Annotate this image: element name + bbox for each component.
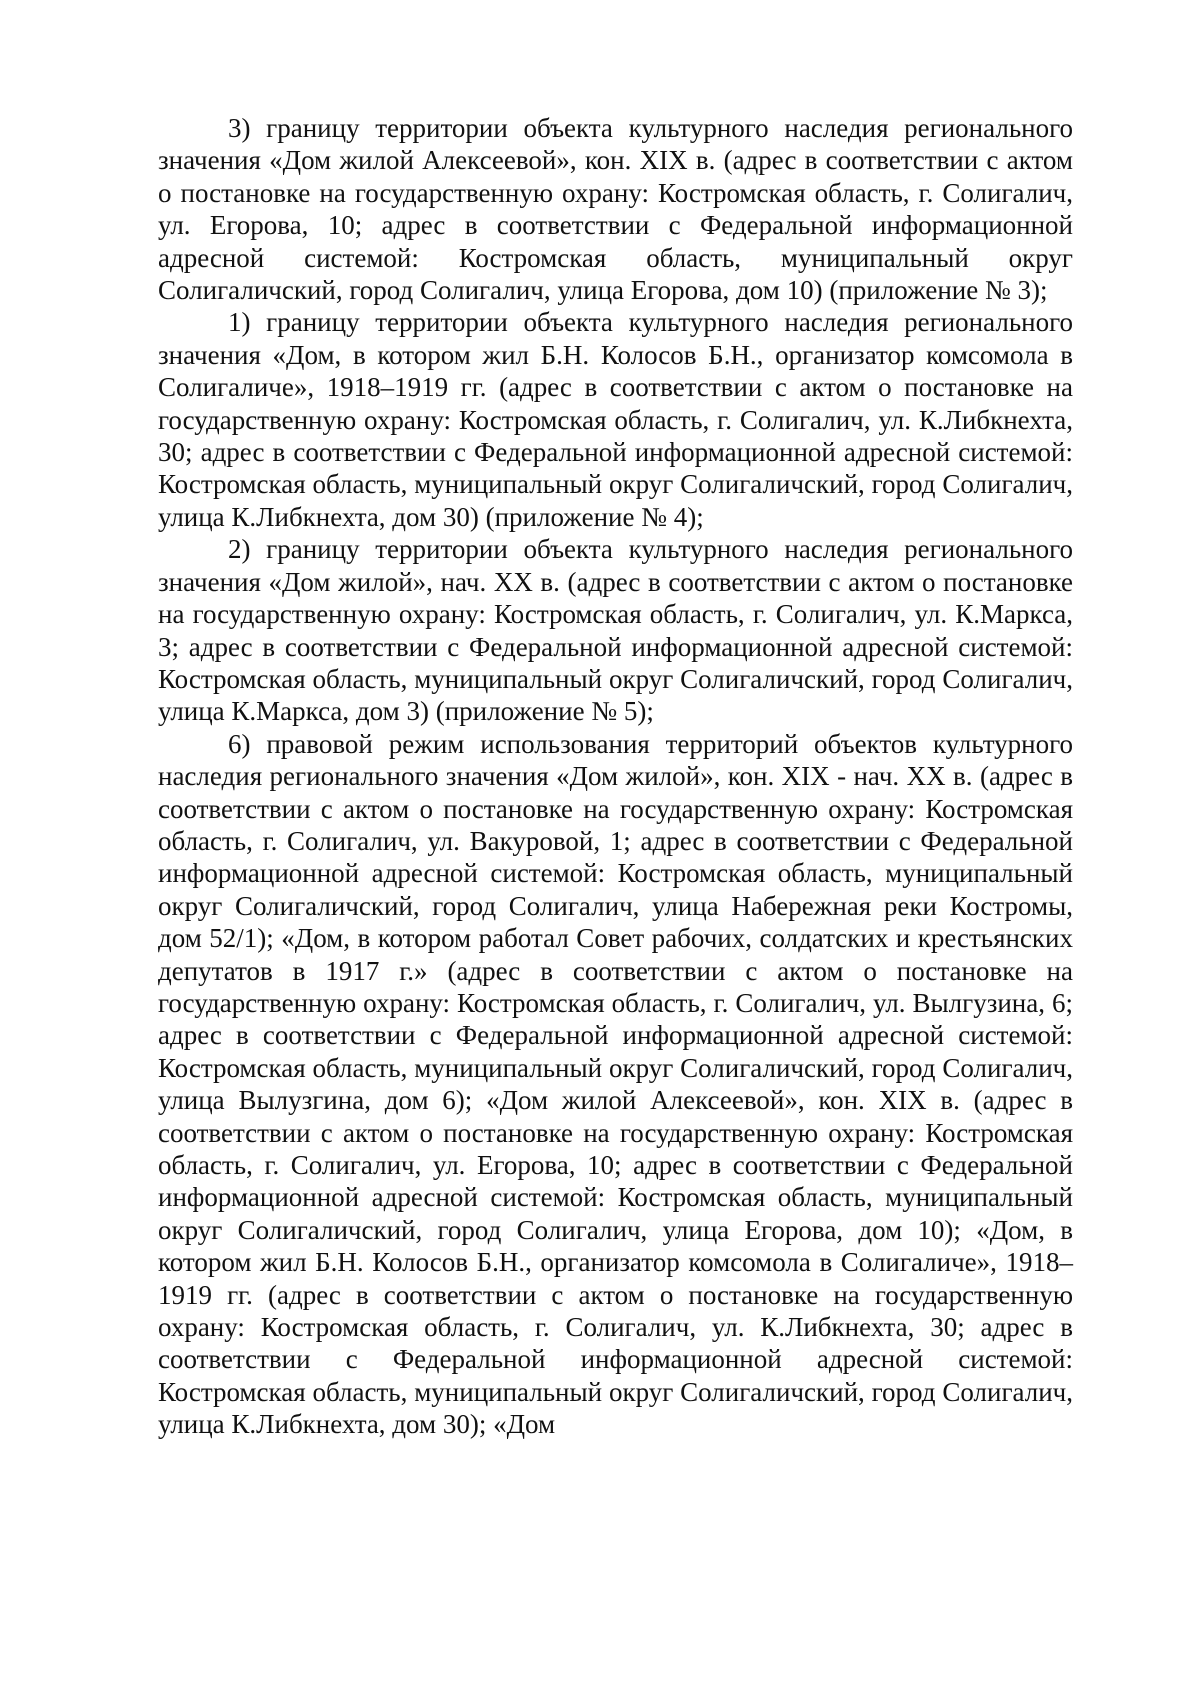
document-page	[158, 112, 1073, 1441]
paragraph-item-3-territory-boundary: 3) границу территории объекта культурного наследия регионального значения «Дом жилой Алексеевой», кон. XIX в. (адрес в соответствии с актом о постановке на государственную охрану: Костромская область, г. Солигалич, ул. Егорова, 10; адрес в соответствии с Федеральной информационной адресной системой: Костромская область, муниципальный округ Солигаличский, город Солигалич, улица Егорова, дом 10) (приложение № 3);	[158, 113, 1073, 306]
paragraph-item-6-legal-regime: 6) правовой режим использования территорий объектов культурного наследия регионального значения «Дом жилой», кон. XIX - нач. XX в. (адрес в соответствии с актом о постановке на государственную охрану: Костромская область, г. Солигалич, ул. Вакуровой, 1; адрес в соответствии с Федеральной информационной адресной системой: Костромская область, муниципальный округ Солигаличский, город Солигалич, улица Набережная реки Костромы, дом 52/1); «Дом, в котором работал Совет рабочих, солдатских и крестьянских депутатов в 1917 г.» (адрес в соответствии с актом о постановке на государственную охрану: Костромская область, г. Солигалич, ул. Вылгузина, 6; адрес в соответствии с Федеральной информационной адресной системой: Костромская область, муниципальный округ Солигаличский, город Солигалич, улица Вылузгина, дом 6); «Дом жилой Алексеевой», кон. XIX в. (адрес в соответствии с актом о постановке на государственную охрану: Костромская область, г. Солигалич, ул. Егорова, 10; адрес в соответствии с Федеральной информационной адресной системой: Костромская область, муниципальный округ Солигаличский, город Солигалич, улица Егорова, дом 10); «Дом, в котором жил Б.Н. Колосов Б.Н., организатор комсомола в Солигаличе», 1918–1919 гг. (адрес в соответствии с актом о постановке на государственную охрану: Костромская область, г. Солигалич, ул. К.Либкнехта, 30; адрес в соответствии с Федеральной информационной адресной системой: Костромская область, муниципальный округ Солигаличский, город Солигалич, улица К.Либкнехта, дом 30); «Дом	[158, 728, 1073, 1440]
paragraph-item-1-territory-boundary: 1) границу территории объекта культурного наследия регионального значения «Дом, в котором жил Б.Н. Колосов Б.Н., организатор комсомола в Солигаличе», 1918–1919 гг. (адрес в соответствии с актом о постановке на государственную охрану: Костромская область, г. Солигалич, ул. К.Либкнехта, 30; адрес в соответствии с Федеральной информационной адресной системой: Костромская область, муниципальный округ Солигаличский, город Солигалич, улица К.Либкнехта, дом 30) (приложение № 4);	[158, 307, 1073, 532]
paragraph-item-2-territory-boundary: 2) границу территории объекта культурного наследия регионального значения «Дом жилой», нач. XX в. (адрес в соответствии с актом о постановке на государственную охрану: Костромская область, г. Солигалич, ул. К.Маркса, 3; адрес в соответствии с Федеральной информационной адресной системой: Костромская область, муниципальный округ Солигаличский, город Солигалич, улица К.Маркса, дом 3) (приложение № 5);	[158, 534, 1073, 727]
